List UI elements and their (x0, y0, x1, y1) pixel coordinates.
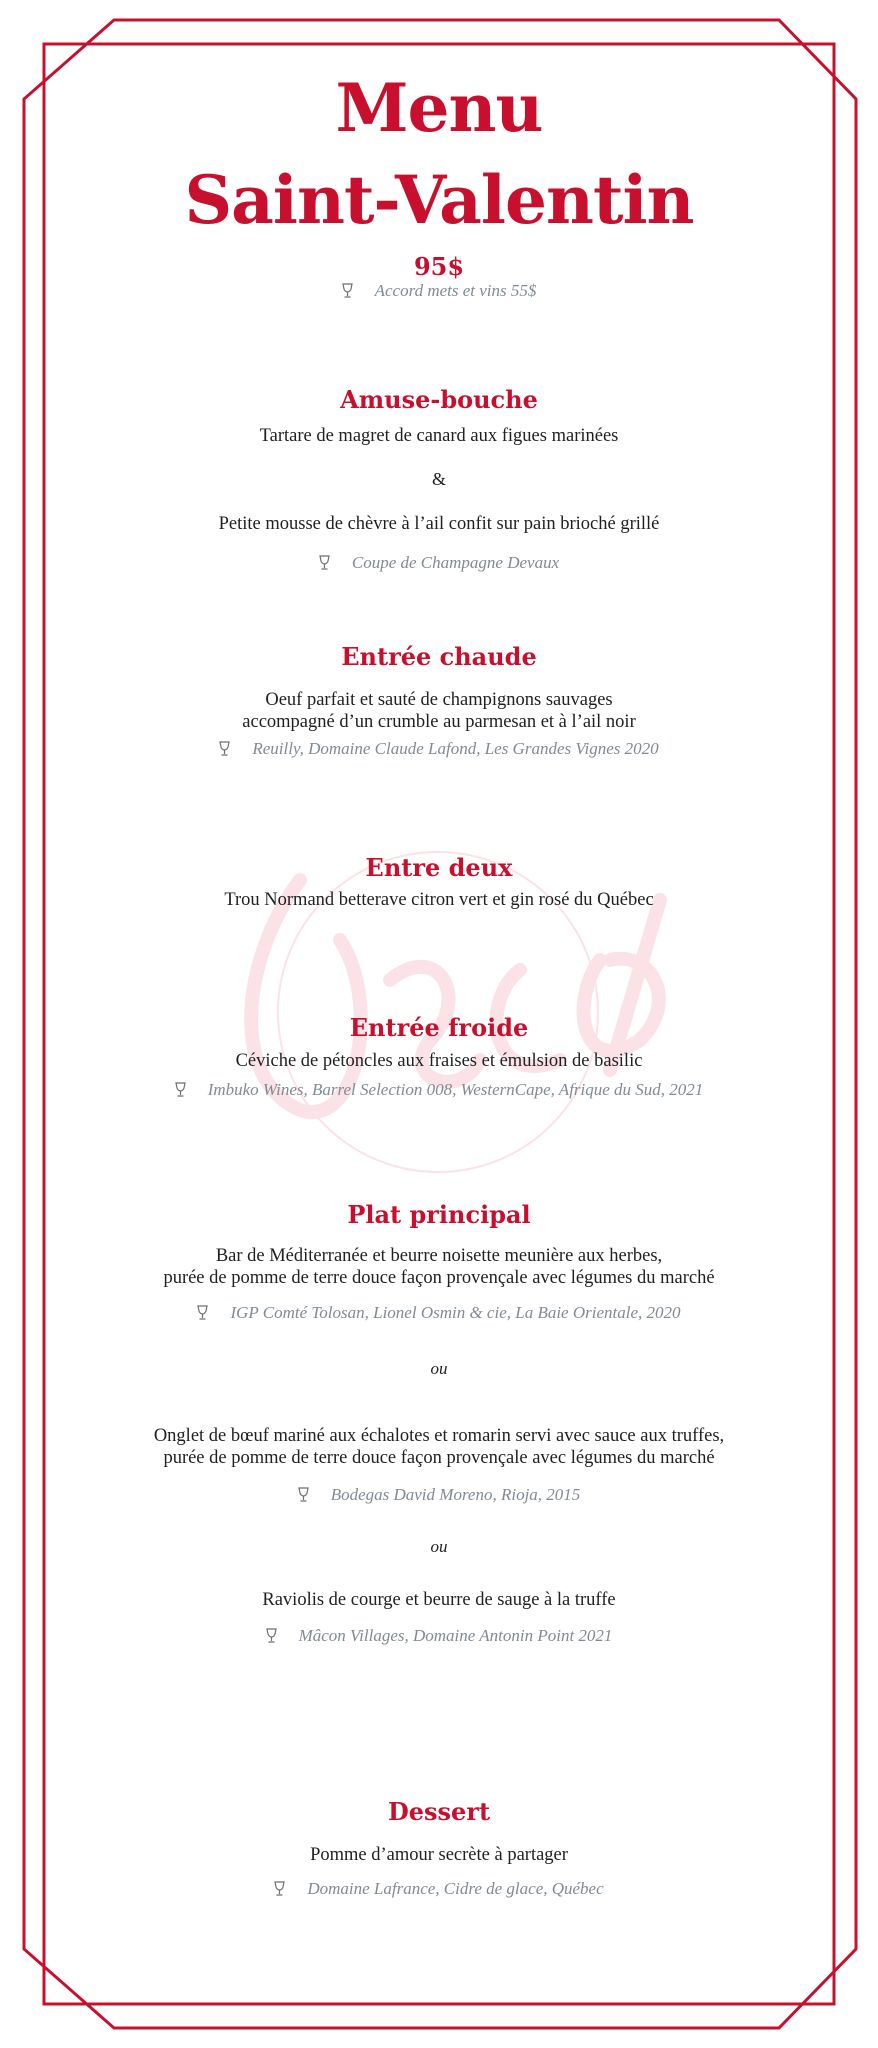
wine-entree-chaude-text: Reuilly, Domaine Claude Lafond, Les Grandes Vignes 2020 (252, 739, 659, 758)
dish-plat-1-line1: Bar de Méditerranée et beurre noisette meunière aux herbes, (215, 1246, 663, 1266)
wine-dessert-text: Domaine Lafrance, Cidre de glace, Québec (307, 1879, 604, 1898)
wine-glass-icon (342, 283, 353, 298)
wine-entree-froide (0, 1079, 878, 1101)
dish-entree-chaude-line1: Oeuf parfait et sauté de champignons sauvages (265, 690, 613, 710)
dish-plat-3: Raviolis de courge et beurre de sauge à la truffe (262, 1590, 616, 1610)
wine-plat-1-text: IGP Comté Tolosan, Lionel Osmin & cie, La Baie Orientale, 2020 (230, 1303, 681, 1322)
wine-glass-icon (274, 1881, 285, 1896)
pairing-line (0, 280, 878, 302)
dish-entree-froide: Céviche de pétoncles aux fraises et émulsion de basilic (235, 1051, 643, 1071)
wine-plat-2 (0, 1484, 878, 1506)
section-title-dessert: Dessert (387, 1797, 491, 1826)
section-title-amuse-bouche: Amuse-bouche (340, 385, 538, 414)
wine-glass-icon (219, 741, 230, 756)
dish-amuse-2: Petite mousse de chèvre à l’ail confit sur pain brioché grillé (218, 514, 660, 534)
pairing-price: Accord mets et vins 55$ (374, 281, 537, 300)
menu-title-line2: Saint-Valentin (184, 161, 694, 239)
dish-dessert: Pomme d’amour secrète à partager (310, 1845, 568, 1865)
dish-plat-2-line2: purée de pomme de terre douce façon provençale avec légumes du marché (163, 1448, 715, 1468)
dish-separator-and: & (431, 469, 446, 489)
wine-plat-3 (0, 1625, 878, 1647)
section-title-entree-chaude: Entrée chaude (341, 642, 537, 671)
menu-price: 95$ (413, 252, 465, 281)
wine-amuse-text: Coupe de Champagne Devaux (351, 553, 560, 572)
wine-plat-1 (0, 1302, 878, 1324)
section-title-plat-principal: Plat principal (347, 1200, 531, 1229)
dish-plat-1-line2: purée de pomme de terre douce façon provençale avec légumes du marché (163, 1268, 715, 1288)
section-title-entre-deux: Entre deux (365, 853, 513, 882)
wine-glass-icon (266, 1628, 277, 1643)
wine-glass-icon (298, 1487, 309, 1502)
wine-glass-icon (197, 1305, 208, 1320)
wine-glass-icon (319, 555, 330, 570)
wine-entree-chaude (0, 738, 878, 760)
dish-entree-chaude-line2: accompagné d’un crumble au parmesan et à l’ail noir (242, 712, 636, 732)
section-title-entree-froide: Entrée froide (349, 1013, 529, 1042)
wine-plat-2-text: Bodegas David Moreno, Rioja, 2015 (330, 1485, 581, 1504)
dish-amuse-1: Tartare de magret de canard aux figues marinées (259, 426, 619, 446)
dish-plat-2-line1: Onglet de bœuf mariné aux échalotes et romarin servi avec sauce aux truffes, (153, 1426, 725, 1446)
dish-separator-ou-2: ou (430, 1537, 448, 1556)
wine-plat-3-text: Mâcon Villages, Domaine Antonin Point 2021 (298, 1626, 613, 1645)
wine-dessert (0, 1878, 878, 1900)
dish-separator-ou-1: ou (430, 1359, 448, 1378)
wine-amuse (0, 552, 878, 574)
menu-title-line1: Menu (335, 69, 543, 147)
wine-entree-froide-text: Imbuko Wines, Barrel Selection 008, WesternCape, Afrique du Sud, 2021 (207, 1080, 704, 1099)
wine-glass-icon (175, 1082, 186, 1097)
dish-entre-deux: Trou Normand betterave citron vert et gin rosé du Québec (224, 890, 654, 910)
